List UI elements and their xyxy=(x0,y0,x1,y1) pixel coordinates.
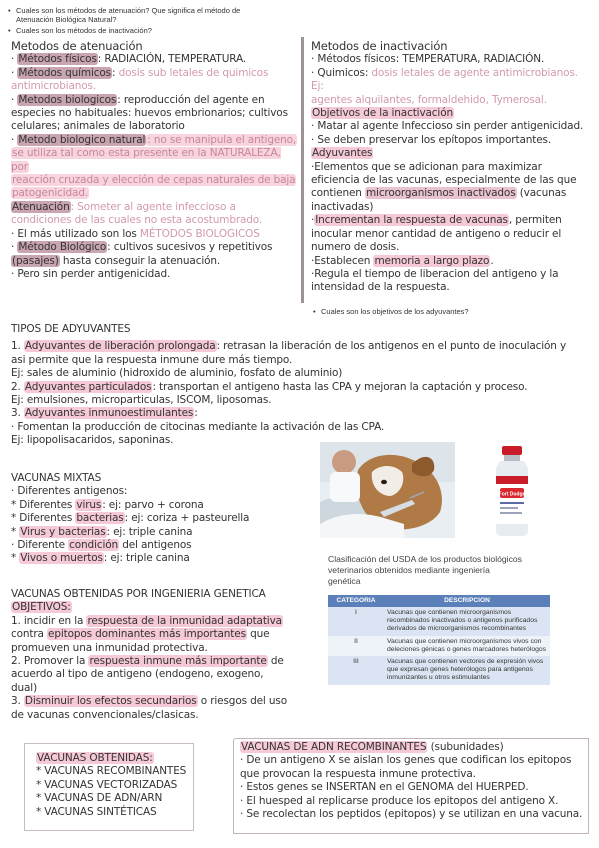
text-line: inactivadas) xyxy=(311,200,374,213)
text-line: ·Incrementan la respuesta de vacunas, permiten xyxy=(311,214,562,227)
text-line: 1. Adyuvantes de liberación prolongada: retrasan la liberación de los antigenos en el punto de inoculación y xyxy=(11,340,567,353)
caption-line: genética xyxy=(328,575,361,586)
text-line: · Diferente condición del antigenos xyxy=(11,539,192,552)
text-line: · Se deben preservar los epítopos importantes. xyxy=(311,133,552,146)
table-cell: Vacunas que contienen microorganismos vivos con deleciones génicas o genes marcadores heterólogos xyxy=(384,636,550,656)
text-line: · Matar al agente Infeccioso sin perder antigenicidad. xyxy=(311,120,584,133)
column-divider xyxy=(301,37,304,303)
attenuation-section xyxy=(11,40,301,281)
text-line: contra epitopos dominantes más importantes que xyxy=(11,628,270,641)
text-line: · Se recolectan los peptidos (epitopos) y se utilizan en una vacuna. xyxy=(240,808,583,821)
text-line: 3. Adyuvantes inmunoestimulantes: xyxy=(11,407,198,420)
text-line: 2. Adyuvantes particulados: transportan el antigeno hasta las CPA y mejoran la captación y proceso. xyxy=(11,380,528,393)
text-line: se utiliza tal como esta presente en la NATURALEZA, por xyxy=(11,147,281,173)
genetic-engineering-section xyxy=(11,588,311,722)
table-cell: I xyxy=(328,607,384,636)
text-line: * Vivos o muertos: ej: triple canina xyxy=(11,552,190,565)
text-line: condiciones de las cuales no esta acostumbrado. xyxy=(11,214,263,227)
text-line: 3. Disminuir los efectos secundarios o riesgos del uso xyxy=(11,695,287,708)
text-line: · El huesped al replicarse produce los epitopos del antigeno X. xyxy=(240,794,559,807)
dna-vaccines-content xyxy=(240,741,590,821)
table-header-row xyxy=(328,595,550,607)
text-line: · De un antigeno X se aislan los genes que codifican los epitopos xyxy=(240,754,572,767)
section-heading: Metodos de inactivación xyxy=(311,39,448,53)
table-row xyxy=(328,656,550,685)
text-line: acuerdo al tipo de antigeno (endogeno, exogeno, xyxy=(11,668,264,681)
text-line: * Diferentes virus: ej: parvo + corona xyxy=(11,498,204,511)
table-row xyxy=(328,636,550,656)
text-line: · Fomentan la producción de citocinas mediante la activación de las CPA. xyxy=(11,420,385,433)
text-line: · Estos genes se INSERTAN en el GENOMA del HUERPED. xyxy=(240,781,529,794)
section-heading: VACUNAS MIXTAS xyxy=(11,472,102,484)
box-title: VACUNAS OBTENIDAS: xyxy=(37,752,153,764)
text-line: dual) xyxy=(11,681,38,694)
table-cell: Vacunas que contienen microorganismos recombinados inactivados o antigenos purificados derivados de microorganismos recombinantes xyxy=(384,607,550,636)
text-line: ·Regula el tiempo de liberacion del antigeno y la xyxy=(311,267,559,280)
text-line: 2. Promover la respuesta inmune más importante de xyxy=(11,655,284,668)
text-line: eficiencia de las vacunas, especialmente de las que xyxy=(311,174,577,187)
text-line: Ej: emulsiones, microparticulas, ISCOM, liposomas. xyxy=(11,394,272,407)
text-line: 1. incidir en la respuesta de la inmunidad adaptativa xyxy=(11,614,282,627)
caption-line: Clasificación del USDA de los productos biológicos xyxy=(328,554,522,564)
text-line: antimicrobianos. xyxy=(11,80,97,93)
question-line: • Cuales son los métodos de inactivación? xyxy=(8,26,152,35)
text-line: reacción cruzada y elección de cepas naturales de baja xyxy=(12,174,296,187)
inactivation-section xyxy=(311,40,593,295)
table-header: DESCRIPCION xyxy=(384,595,550,607)
subheading: Objetivos de la inactivación xyxy=(312,107,453,120)
table-cell: II xyxy=(328,636,384,656)
table-header: CATEGORIA xyxy=(328,595,384,607)
text-line: Ej: lipopolisacaridos, saponinas. xyxy=(11,434,174,447)
section-heading: TIPOS DE ADYUVANTES xyxy=(11,323,131,335)
text-line: · Métodos químicos: dosis sub letales de quimicos xyxy=(11,66,269,79)
section-heading: Metodos de atenuación xyxy=(11,39,143,53)
text-line: * Virus y bacterias: ej: triple canina xyxy=(11,525,193,538)
list-item: * VACUNAS VECTORIZADAS xyxy=(36,778,178,791)
obtained-vaccines-list xyxy=(36,752,194,819)
list-item: * VACUNAS SINTÉTICAS xyxy=(36,805,157,818)
text-line: · Quimicos: dosis letales de agente antimicrobianos. Ej: xyxy=(311,66,578,93)
text-line: intensidad de la respuesta. xyxy=(311,281,450,294)
vial-label-text: Fort Dodge xyxy=(498,491,526,498)
text-line: inocular menor cantidad de antigeno o reducir el xyxy=(311,227,562,240)
text-line: que provocan la respuesta inmune protectiva. xyxy=(240,767,476,780)
subheading: OBJETIVOS: xyxy=(12,601,71,614)
question-line: • Cuales son los métodos de atenuación? Que significa el método de xyxy=(8,6,241,15)
text-line: · Metodo biologico natural : no se manipula el antigeno, xyxy=(11,133,297,146)
table-cell: Vacunas que contienen vectores de expresión vivos que expresan genes heterólogos para antigenos inmunizantes u otros estimulantes xyxy=(384,656,550,685)
text-line: Atenuación: Someter al agente infeccioso a xyxy=(12,200,236,213)
text-line: Ej: sales de aluminio (hidroxido de aluminio, fosfato de aluminio) xyxy=(11,367,343,380)
table-row xyxy=(328,607,550,636)
text-line: · Métodos físicos: RADIACIÓN, TEMPERATURA. xyxy=(11,53,246,66)
box-title: VACUNAS DE ADN RECOMBINANTES (subunidades) xyxy=(241,741,504,753)
text-line: agentes alquilantes, formaldehido, Tymerosal. xyxy=(311,93,547,106)
text-line: promueven una inmunidad protectiva. xyxy=(11,641,208,654)
text-line: · Métodos físicos: TEMPERATURA, RADIACIÓN. xyxy=(311,53,545,66)
text-line: contienen microorganismos inactivados (vacunas xyxy=(311,187,567,200)
text-line: ·Elementos que se adicionan para maximizar xyxy=(311,160,542,173)
usda-caption xyxy=(328,554,578,586)
adjuvant-types-section xyxy=(11,323,596,448)
vaccine-vial-image xyxy=(490,446,534,536)
subheading: Adyuvantes xyxy=(312,147,373,160)
top-questions xyxy=(8,6,298,35)
usda-classification-table xyxy=(328,595,550,685)
dog-vaccination-photo xyxy=(320,442,455,538)
text-line: · El más utilizado son los MÉTODOS BIOLOGICOS xyxy=(11,227,260,240)
table-cell: III xyxy=(328,656,384,685)
question-line: Atenuación Biológica Natural? xyxy=(16,15,117,24)
text-line: * Diferentes bacterias: ej: coriza + pasteurella xyxy=(11,512,250,525)
caption-line: veterinarios obtenidos mediante ingeniería xyxy=(328,564,490,575)
list-item: * VACUNAS DE ADN/ARN xyxy=(36,792,163,805)
text-line: · Metodos biologicos: reproducción del agente en xyxy=(11,93,265,106)
text-line: (pasajes) hasta conseguir la atenuación. xyxy=(12,254,221,267)
list-item: * VACUNAS RECOMBINANTES xyxy=(36,765,187,778)
text-line: patogenicidad. xyxy=(12,187,89,200)
text-line: de vacunas convencionales/clasicas. xyxy=(11,708,199,721)
section-heading: VACUNAS OBTENIDAS POR INGENIERIA GENETICA xyxy=(11,588,266,600)
mixed-vaccines-section xyxy=(11,472,301,566)
text-line: celulares; animales de laboratorio xyxy=(11,120,185,133)
text-line: numero de dosis. xyxy=(311,241,400,254)
text-line: asi permite que la respuesta inmune dure más tiempo. xyxy=(11,353,293,366)
text-line: · Pero sin perder antigenicidad. xyxy=(11,267,171,280)
text-line: especies no habituales: huevos embrionarios; cultivos xyxy=(11,107,288,120)
text-line: ·Establecen memoria a largo plazo. xyxy=(311,254,494,267)
adjuvant-question: • Cuales son los objetivos de los adyuvantes? xyxy=(313,307,469,316)
text-line: · Método Biológico: cultivos sucesivos y repetitivos xyxy=(11,241,273,254)
text-line: · Diferentes antigenos: xyxy=(11,485,128,498)
